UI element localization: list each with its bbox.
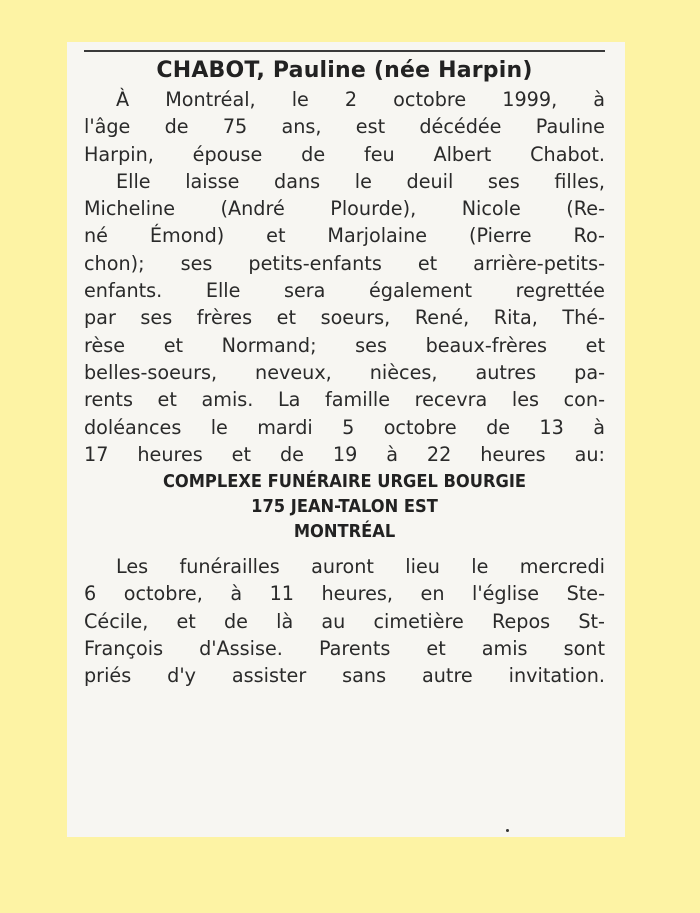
print-speck — [506, 829, 509, 832]
paragraph-death-notice — [84, 86, 605, 168]
text-line: François d'Assise. Parents et amis sont — [84, 637, 605, 661]
obituary-clipping — [67, 42, 625, 837]
funeral-home-address — [102, 470, 587, 545]
text-line: né Émond) et Marjolaine (Pierre Ro- — [84, 224, 605, 248]
text-line: l'âge de 75 ans, est décédée Pauline — [84, 115, 605, 139]
text-line: Cécile, et de là au cimetière Repos St- — [84, 609, 605, 633]
text-line: Les funérailles auront lieu le mercredi — [116, 555, 605, 579]
funeral-home-name: COMPLEXE FUNÉRAIRE URGEL BOURGIE — [162, 472, 527, 493]
text-line: Micheline (André Plourde), Nicole (Re- — [84, 197, 605, 221]
top-rule — [84, 50, 605, 52]
text-line: enfants. Elle sera également regrettée — [84, 279, 605, 303]
text-line: rèse et Normand; ses beaux-frères et — [84, 333, 605, 357]
funeral-home-city: MONTRÉAL — [293, 522, 396, 543]
text-line: chon); ses petits-enfants et arrière-petits- — [84, 251, 605, 275]
text-line: Elle laisse dans le deuil ses filles, — [116, 169, 605, 193]
paragraph-funeral — [84, 553, 605, 689]
text-line: belles-soeurs, neveux, nièces, autres pa- — [84, 360, 605, 384]
text-line: par ses frères et soeurs, René, Rita, Thé- — [84, 306, 605, 330]
text-line: doléances le mardi 5 octobre de 13 à — [84, 415, 605, 439]
text-line: À Montréal, le 2 octobre 1999, à — [116, 88, 605, 111]
text-line: priés d'y assister sans autre invitation. — [84, 664, 605, 688]
text-line: Harpin, épouse de feu Albert Chabot. — [84, 142, 605, 166]
text-line: rents et amis. La famille recevra les con- — [84, 388, 605, 412]
obituary-headline: CHABOT, Pauline (née Harpin) — [156, 58, 533, 83]
funeral-home-street: 175 JEAN-TALON EST — [251, 497, 438, 518]
text-line: 17 heures et de 19 à 22 heures au: — [84, 442, 605, 466]
paragraph-survivors — [84, 168, 605, 468]
text-line: 6 octobre, à 11 heures, en l'église Ste- — [84, 582, 605, 606]
